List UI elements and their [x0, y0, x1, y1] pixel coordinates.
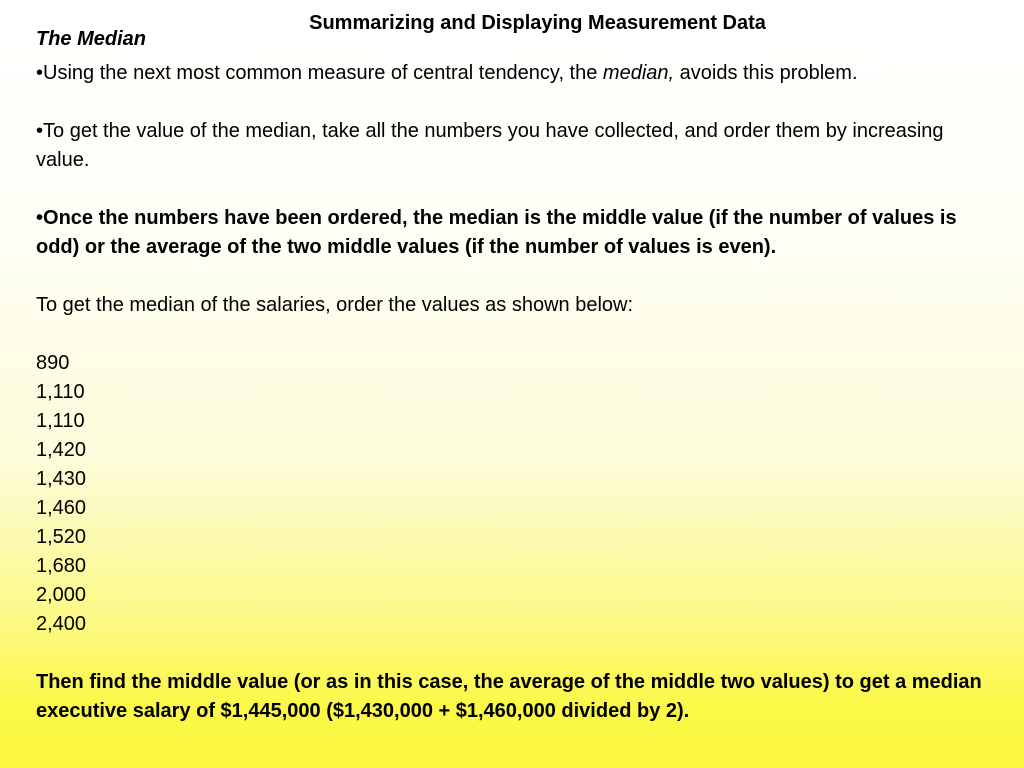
bullet-order-values: [36, 117, 996, 175]
conclusion-text: Then find the middle value (or as in this case, the average of the middle two values) to get a median executive salary of $1,445,000 ($1,430,000 + $1,460,000 divided by 2).: [36, 671, 982, 722]
instruction-text: To get the median of the salaries, order the values as shown below:: [36, 294, 634, 316]
salary-value: 1,110: [36, 410, 85, 432]
bullet-marker: •: [36, 207, 44, 229]
bullet-text: Using the next most common measure of central tendency, the: [43, 62, 603, 84]
salary-value: 1,430: [36, 468, 87, 490]
salary-value: 1,110: [36, 381, 85, 403]
slide-subtitle: The Median: [36, 28, 147, 50]
salary-value: 1,460: [36, 497, 87, 519]
bullet-marker: •: [36, 62, 44, 84]
salary-value: 890: [36, 352, 70, 374]
bullet-marker: •: [36, 120, 44, 142]
salary-value: 1,520: [36, 526, 87, 548]
slide-body: [36, 59, 996, 726]
bullet-median-definition: [36, 204, 996, 262]
slide-title: Summarizing and Displaying Measurement Data: [309, 12, 766, 34]
bullet-text: To get the value of the median, take all the numbers you have collected, and order them by increasing value.: [36, 120, 944, 171]
bullet-text: Once the numbers have been ordered, the median is the middle value (if the number of values is odd) or the average of the two middle values (if the number of values is even).: [36, 207, 957, 258]
median-emphasis: median,: [602, 62, 675, 84]
bullet-median-intro: [36, 59, 996, 88]
bullet-text-end: avoids this problem.: [674, 62, 858, 84]
salary-value: 1,420: [36, 439, 87, 461]
salary-value: 2,000: [36, 584, 87, 606]
salary-values-list: [36, 349, 996, 639]
salary-value: 2,400: [36, 613, 87, 635]
salary-value: 1,680: [36, 555, 87, 577]
